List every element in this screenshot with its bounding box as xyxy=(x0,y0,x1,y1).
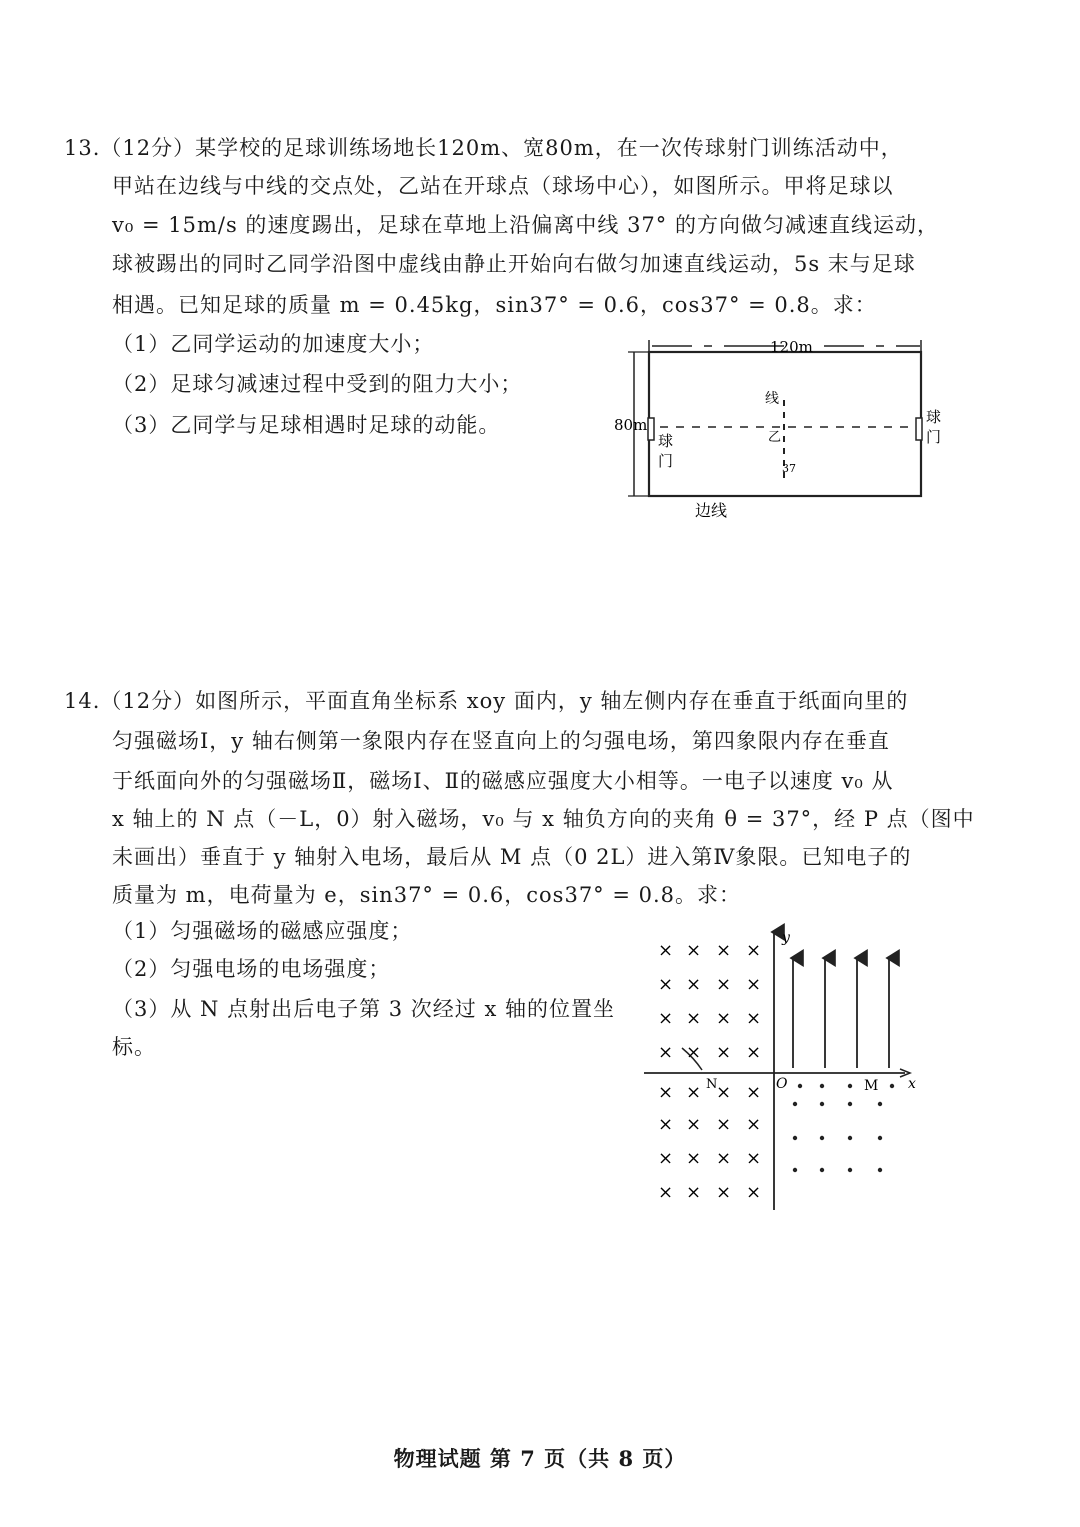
sideline-label: 边线 xyxy=(695,501,728,520)
dot-mark xyxy=(848,1084,852,1088)
cross-mark: × xyxy=(746,1042,762,1063)
q13-sub-2: （2）足球匀减速过程中受到的阻力大小； xyxy=(112,372,523,396)
dot-mark xyxy=(793,1136,797,1140)
cross-mark: × xyxy=(716,1114,732,1135)
cross-mark: × xyxy=(686,1008,702,1029)
cross-mark: × xyxy=(658,1114,674,1135)
person-label: 乙 xyxy=(768,430,782,445)
dot-mark xyxy=(848,1102,852,1106)
q14-line-4: x 轴上的 N 点（－L，0）射入磁场，v₀ 与 x 轴负方向的夹角 θ = 37°，经 P 点（图中 xyxy=(112,807,975,831)
dot-mark xyxy=(878,1168,882,1172)
right-goal-label-2: 门 xyxy=(926,428,942,446)
q14-line-2: 匀强磁场Ⅰ，y 轴右侧第一象限内存在竖直向上的匀强电场，第四象限内存在垂直 xyxy=(112,729,890,753)
cross-mark: × xyxy=(746,1114,762,1135)
cross-mark: × xyxy=(746,1008,762,1029)
point-m-label: M xyxy=(864,1078,879,1094)
cross-mark: × xyxy=(716,974,732,995)
dot-mark xyxy=(793,1168,797,1172)
q13-sub-1: （1）乙同学运动的加速度大小； xyxy=(112,332,435,356)
field-i-crosses xyxy=(658,940,761,1203)
q13-field-figure xyxy=(600,330,960,530)
angle-label: 37 xyxy=(782,462,796,475)
length-label: 120m xyxy=(770,338,813,356)
cross-mark: × xyxy=(686,1148,702,1169)
page-footer: 物理试题 第 7 页（共 8 页） xyxy=(393,1446,687,1471)
q14-sub-3a: （3）从 N 点射出后电子第 3 次经过 x 轴的位置坐 xyxy=(112,997,615,1021)
q14-line-6: 质量为 m，电荷量为 e，sin37° = 0.6，cos37° = 0.8。求： xyxy=(112,883,742,907)
cross-mark: × xyxy=(746,1148,762,1169)
dot-mark xyxy=(820,1136,824,1140)
field-ii-dots xyxy=(793,1084,894,1172)
q13-line-5: 相遇。已知足球的质量 m = 0.45kg，sin37° = 0.6，cos37° = 0.8。求： xyxy=(112,293,877,317)
origin-label: O xyxy=(776,1076,788,1092)
dot-mark xyxy=(798,1084,802,1088)
cross-mark: × xyxy=(686,1082,702,1103)
dot-mark xyxy=(820,1084,824,1088)
q14-sub-2: （2）匀强电场的电场强度； xyxy=(112,957,391,981)
cross-mark: × xyxy=(746,940,762,961)
dot-mark xyxy=(848,1136,852,1140)
cross-mark: × xyxy=(658,1042,674,1063)
point-n-label: N xyxy=(706,1077,718,1092)
cross-mark: × xyxy=(658,974,674,995)
cross-mark: × xyxy=(716,1082,732,1103)
right-goal xyxy=(916,418,922,440)
cross-mark: × xyxy=(746,974,762,995)
q13-line-2: 甲站在边线与中线的交点处，乙站在开球点（球场中心），如图所示。甲将足球以 xyxy=(112,174,894,198)
q14-line-5: 未画出）垂直于 y 轴射入电场，最后从 M 点（0 2L）进入第Ⅳ象限。已知电子的 xyxy=(112,845,912,869)
cross-mark: × xyxy=(658,1082,674,1103)
width-label: 80m xyxy=(614,416,648,434)
dot-mark xyxy=(848,1168,852,1172)
cross-mark: × xyxy=(716,1182,732,1203)
x-axis-label: x xyxy=(908,1076,916,1092)
cross-mark: × xyxy=(686,974,702,995)
y-axis-label: y xyxy=(782,930,790,946)
q13-sub-3: （3）乙同学与足球相遇时足球的动能。 xyxy=(112,413,501,437)
dot-mark xyxy=(878,1102,882,1106)
dot-mark xyxy=(878,1136,882,1140)
q13-line-3: v₀ = 15m/s 的速度踢出，足球在草地上沿偏离中线 37° 的方向做匀减速直线运动， xyxy=(112,213,939,237)
cross-mark: × xyxy=(746,1082,762,1103)
q14-sub-1: （1）匀强磁场的磁感应强度； xyxy=(112,919,413,943)
left-goal-label-2: 门 xyxy=(658,452,674,470)
q14-line-3: 于纸面向外的匀强磁场Ⅱ，磁场Ⅰ、Ⅱ的磁感应强度大小相等。一电子以速度 v₀ 从 xyxy=(112,769,894,793)
right-goal-label-1: 球 xyxy=(926,408,942,426)
midline-label: 线 xyxy=(765,391,779,407)
q13-line-4: 球被踢出的同时乙同学沿图中虚线由静止开始向右做匀加速直线运动，5s 末与足球 xyxy=(112,252,916,276)
dot-mark xyxy=(793,1102,797,1106)
cross-mark: × xyxy=(716,1042,732,1063)
q14-field-figure xyxy=(630,920,930,1220)
cross-mark: × xyxy=(658,940,674,961)
cross-mark: × xyxy=(658,1008,674,1029)
cross-mark: × xyxy=(686,1182,702,1203)
cross-mark: × xyxy=(716,940,732,961)
dot-mark xyxy=(820,1168,824,1172)
dot-mark xyxy=(820,1102,824,1106)
cross-mark: × xyxy=(658,1182,674,1203)
cross-mark: × xyxy=(716,1008,732,1029)
q14-sub-3b: 标。 xyxy=(112,1035,156,1059)
q13-line-1: 13.（12分）某学校的足球训练场地长120m、宽80m，在一次传球射门训练活动中， xyxy=(64,136,903,160)
cross-mark: × xyxy=(686,1114,702,1135)
left-goal xyxy=(648,418,654,440)
q14-line-1: 14.（12分）如图所示，平面直角坐标系 xoy 面内，y 轴左侧内存在垂直于纸面向里的 xyxy=(64,689,909,713)
left-goal-label-1: 球 xyxy=(658,432,674,450)
dot-mark xyxy=(890,1084,894,1088)
cross-mark: × xyxy=(658,1148,674,1169)
cross-mark: × xyxy=(686,940,702,961)
cross-mark: × xyxy=(716,1148,732,1169)
cross-mark: × xyxy=(686,1042,702,1063)
cross-mark: × xyxy=(746,1182,762,1203)
